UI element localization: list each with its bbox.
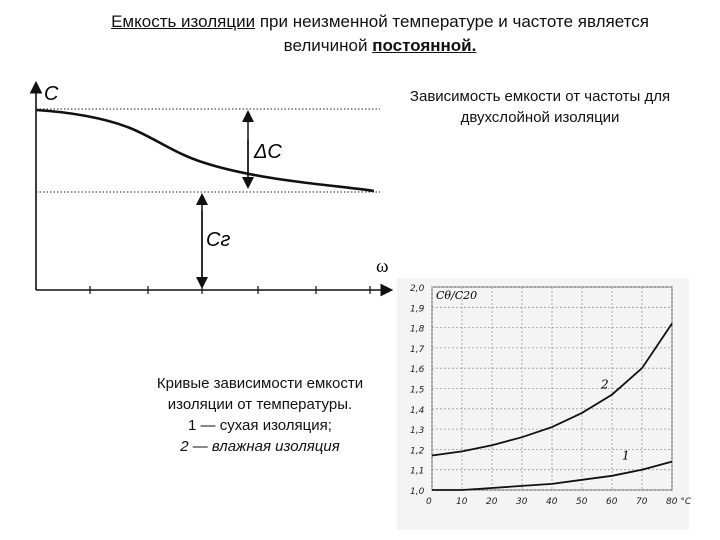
x-tick-labels	[426, 497, 692, 507]
heading-term: Емкость изоляции	[111, 12, 256, 31]
x-tick-label: 20	[486, 497, 498, 507]
y-tick-label: 1,4	[410, 405, 425, 416]
x-tick-label: 10	[456, 497, 468, 507]
x-tick-label: 80 °C	[666, 497, 692, 507]
x-tick-label: 50	[576, 497, 588, 507]
series-1-label: 1	[622, 448, 630, 463]
frequency-caption-line-1: Зависимость емкости от частоты для	[409, 88, 671, 105]
y-tick-label: 2,0	[410, 284, 425, 294]
y-tick-label: 1,2	[410, 446, 425, 457]
temperature-caption-line-4: 2 — влажная изоляция	[180, 438, 340, 455]
temperature-caption-line-2: изоляции от температуры.	[167, 396, 353, 413]
cg-label: Cг	[206, 229, 231, 251]
y-axis-label: Cθ/C20	[436, 289, 478, 302]
series-2-label: 2	[601, 377, 609, 392]
temperature-caption-line-1: Кривые зависимости емкости	[156, 375, 364, 392]
y-tick-label: 1,8	[410, 324, 425, 335]
heading-emphasis: постоянной.	[372, 36, 477, 55]
x-tick-label: 70	[636, 497, 648, 507]
y-axis-label: C	[44, 83, 59, 105]
y-tick-labels	[410, 284, 425, 497]
y-tick-label: 1,3	[410, 426, 425, 437]
heading-text-2: величиной	[283, 36, 373, 55]
y-tick-label: 1,9	[410, 304, 425, 315]
x-tick-label: 30	[516, 497, 528, 507]
y-tick-label: 1,5	[410, 385, 425, 396]
y-tick-label: 1,0	[410, 487, 425, 497]
y-tick-label: 1,6	[410, 365, 425, 376]
y-tick-label: 1,1	[410, 466, 425, 477]
x-tick-label: 60	[606, 497, 618, 507]
frequency-caption-line-2: двухслойной изоляции	[460, 109, 620, 126]
y-tick-label: 1,7	[410, 344, 425, 355]
x-tick-label: 40	[546, 497, 558, 507]
heading-text: при неизменной температуре и частоте является	[255, 12, 649, 31]
delta-c-label: ΔC	[254, 141, 282, 163]
temperature-caption-line-3: 1 — сухая изоляция;	[188, 417, 332, 434]
x-tick-label: 0	[426, 497, 432, 507]
x-axis-label: ω	[376, 256, 389, 277]
chart-grid	[432, 287, 672, 490]
